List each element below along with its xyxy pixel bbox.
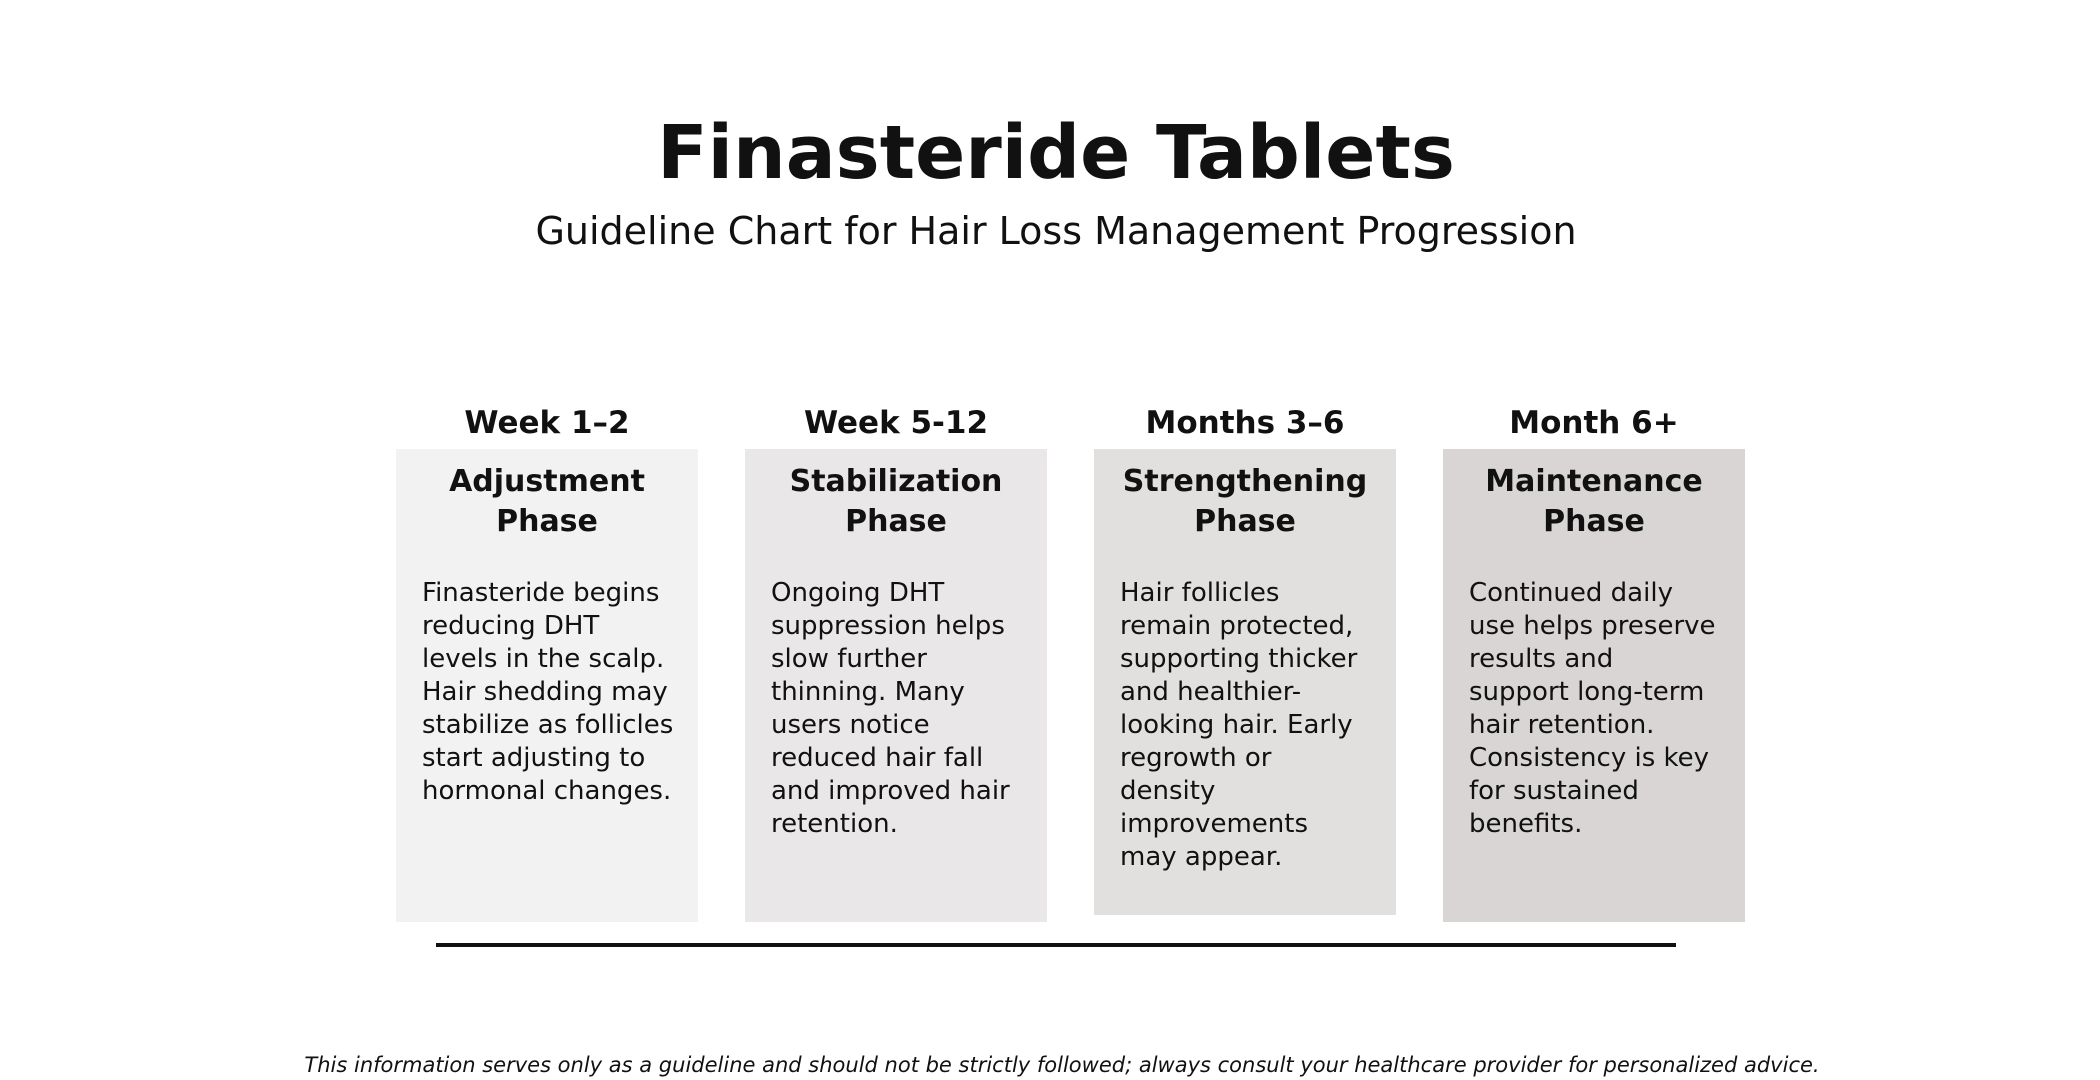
page-subtitle: Guideline Chart for Hair Loss Management Progression [535, 209, 1577, 253]
phase-card-stabilization [745, 449, 1047, 922]
phase-description: Ongoing DHT suppression helps slow further thinning. Many users notice reduced hair fall and improved hair retention. [771, 578, 1010, 839]
phase-column-strengthening [1094, 400, 1396, 915]
phase-period-label: Month 6+ [1509, 405, 1679, 441]
phase-column-adjustment [396, 400, 698, 922]
phase-title: Stabilization Phase [789, 464, 1003, 539]
phase-period-label: Week 5-12 [803, 405, 989, 441]
phase-description: Hair follicles remain protected, supporting thicker and healthier-looking hair. Early regrowth or density improvements may appear. [1120, 578, 1358, 872]
phase-description: Finasteride begins reducing DHT levels in the scalp. Hair shedding may stabilize as follicles start adjusting to hormonal changes. [422, 578, 674, 806]
phase-title: Maintenance Phase [1485, 464, 1703, 539]
phase-period-label: Months 3–6 [1145, 405, 1345, 441]
phase-card-maintenance [1443, 449, 1745, 922]
disclaimer-text: This information serves only as a guideline and should not be strictly followed; always consult your healthcare provider for personalized advice. [304, 1053, 1820, 1077]
phase-title: Adjustment Phase [449, 464, 645, 539]
phase-description: Continued daily use helps preserve results and support long-term hair retention. Consistency is key for sustained benefits. [1469, 578, 1716, 839]
phase-column-stabilization [745, 400, 1047, 922]
phase-card-strengthening [1094, 449, 1396, 915]
phase-period-label: Week 1–2 [464, 405, 630, 441]
page-title: Finasteride Tablets [657, 110, 1455, 196]
phase-title: Strengthening Phase [1122, 464, 1368, 539]
phase-card-adjustment [396, 449, 698, 922]
phase-column-maintenance [1443, 400, 1745, 922]
timeline-divider [436, 943, 1676, 947]
